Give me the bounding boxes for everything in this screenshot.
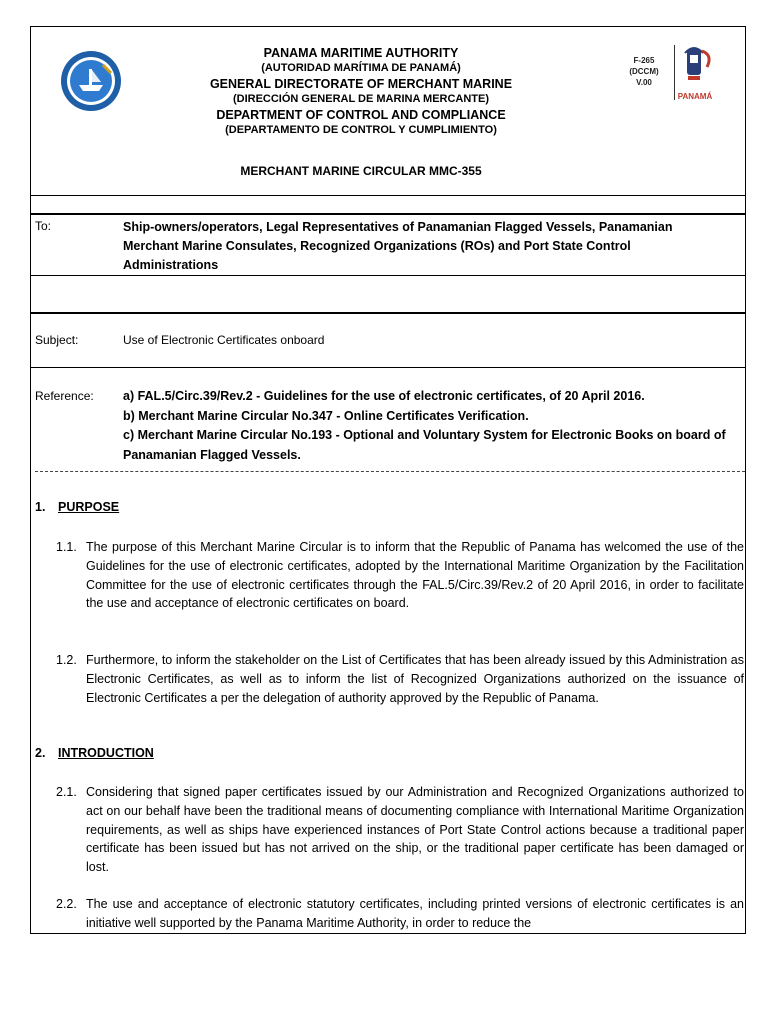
paragraph-number: 2.2. [56, 897, 77, 911]
subject-label: Subject: [35, 333, 79, 347]
divider [31, 275, 745, 276]
paragraph-number: 1.2. [56, 653, 77, 667]
divider [31, 312, 745, 314]
to-label: To: [35, 219, 52, 233]
section-title: PURPOSE [58, 500, 120, 514]
paragraph-text: Furthermore, to inform the stakeholder on the List of Certificates that has been already issued by this Administration as Electronic Certificates, as well as to inform the list of Recognized Organizations authorized on the issuance of Electronic Certificates a per the delegation of authority approved by the Republic of Panama. [86, 653, 744, 705]
divider [31, 213, 745, 215]
divider [31, 367, 745, 368]
directorate-es: (DIRECCIÓN GENERAL DE MARINA MERCANTE) [232, 93, 490, 105]
paragraph-2-1 [56, 783, 744, 877]
paragraph-1-1 [56, 538, 744, 613]
reference-item: c) Merchant Marine Circular No.193 - Optional and Voluntary System for Electronic Books on board of Panamanian Flagged Vessels. [123, 428, 726, 462]
section-number: 2. [35, 746, 46, 760]
document-page [30, 26, 746, 934]
org-name-en: PANAMA MARITIME AUTHORITY [263, 46, 459, 60]
paragraph-number: 2.1. [56, 785, 77, 799]
form-dept: (DCCM) [629, 67, 659, 76]
dashed-separator [35, 471, 745, 472]
form-code: F-265 [633, 56, 655, 65]
section-number: 1. [35, 500, 46, 514]
form-code-block [623, 55, 665, 88]
paragraph-text: Considering that signed paper certificates issued by our Administration and Recognized Organizations authorized to act on our behalf have been the traditional means of documenting compliance with International Maritime Organization requirements, as well as ships have experienced instances of Port State Control actions because a traditional paper certificate has been issued but has not arrived on the ship, or the traditional paper certificate has been damaged or lost. [86, 785, 744, 875]
panama-crest-logo [671, 43, 721, 113]
directorate-en: GENERAL DIRECTORATE OF MERCHANT MARINE [209, 77, 513, 91]
section-heading-introduction [35, 746, 154, 760]
paragraph-1-2 [56, 651, 744, 707]
section-title: INTRODUCTION [58, 746, 154, 760]
department-en: DEPARTMENT OF CONTROL AND COMPLIANCE [216, 108, 506, 122]
to-recipients: Ship-owners/operators, Legal Representatives of Panamanian Flagged Vessels, Panamanian Merchant Marine Consulates, Recognized Organizations (ROs) and Port State Control Administrations [123, 220, 673, 272]
subject-text: Use of Electronic Certificates onboard [123, 333, 325, 347]
paragraph-2-2 [56, 895, 744, 933]
reference-item: b) Merchant Marine Circular No.347 - Online Certificates Verification. [123, 408, 529, 423]
reference-item: a) FAL.5/Circ.39/Rev.2 - Guidelines for the use of electronic certificates, of 20 April 2016. [123, 389, 645, 403]
paragraph-text: The use and acceptance of electronic statutory certificates, including printed versions of electronic certificates is an initiative well supported by the Panama Maritime Authority, in order to reduce the [86, 897, 744, 930]
divider [31, 195, 745, 196]
paragraph-number: 1.1. [56, 540, 77, 554]
circular-title: MERCHANT MARINE CIRCULAR MMC-355 [240, 164, 482, 178]
section-heading-purpose [35, 500, 119, 514]
reference-list [123, 387, 733, 465]
department-es: (DEPARTAMENTO DE CONTROL Y CUMPLIMIENTO) [225, 124, 497, 136]
org-name-es: (AUTORIDAD MARÍTIMA DE PANAMÁ) [261, 62, 461, 74]
header-titles [31, 45, 691, 138]
paragraph-text: The purpose of this Merchant Marine Circular is to inform that the Republic of Panama has welcomed the use of the Guidelines for the use of electronic certificates, adopted by the International Maritime Organization by the Facilitation Committee for the use of electronic certificates through the FAL.5/Circ.39/Rev.2 of 20 April 2016, in order to facilitate the use and acceptance of electronic certificates on board. [86, 540, 744, 611]
reference-label: Reference: [35, 389, 94, 403]
panama-logo-text: PANAMÁ [677, 92, 713, 101]
form-version: V.00 [636, 78, 652, 87]
